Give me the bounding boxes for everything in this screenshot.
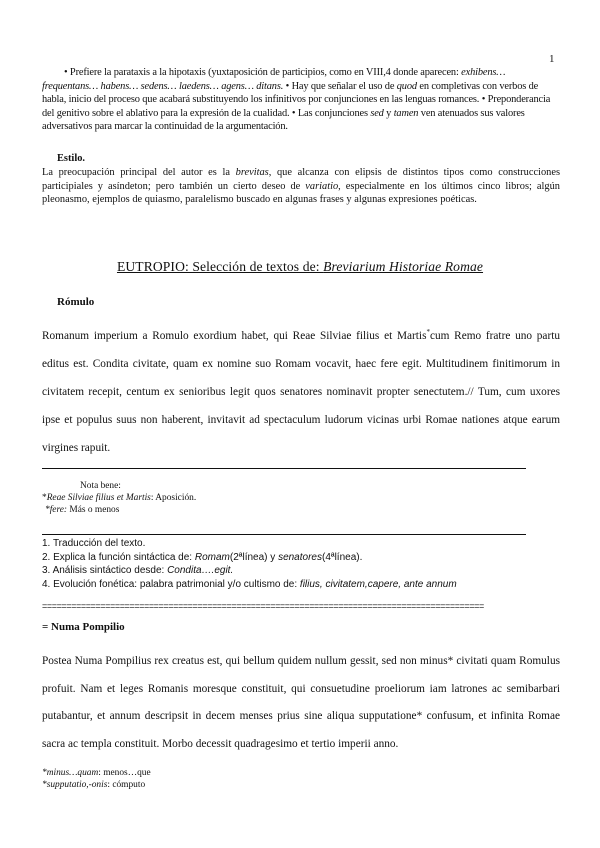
nota-bene [42,480,560,516]
estilo-paragraph: La preocupación principal del autor es la brevitas, que alcanza con elipsis de distintos tipos como construcciones participiales y asíndeton; pero también un cierto deseo de variatio, especialmente en los últimos cinco libros; algún pleonasmo, ejemplos de quiasmo, paralelismo buscado en algunas frases y algunas expresiones poéticas. [42,167,560,206]
numa-latin-text: Postea Numa Pompilius rex creatus est, qui bellum quidem nullum gessit, sed non minus* civitati quam Romulus profuit. Nam et leges Romanis moresque constituit, qui consuetudine proeliorum iam latrones ac semibarbari putabantur, et annum descripsit in decem menses prius sine aliqua supputatione* confusum, et infinita Romae sacra ac templa constituit. Morbo decessit quadragesimo et tertio imperii anno. [42,655,560,750]
page-number: 1 [549,53,555,65]
divider-line [42,534,526,535]
estilo-heading: Estilo. [57,153,86,164]
question-item: 1. Traducción del texto. [42,538,146,549]
numa-notes [42,767,560,791]
note-item: *Reae Silviae filius et Martis: Aposición. [42,493,197,503]
question-item: 3. Análisis sintáctico desde: Condita….egit. [42,565,234,576]
section-title: EUTROPIO: Selección de textos de: Breviarium Historiae Romae [116,259,484,274]
question-item: 2. Explica la función sintáctica de: Romam(2ªlínea) y senatores(4ªlínea). [42,551,363,563]
note-item: *fere: Más o menos [45,505,120,515]
romulo-heading: Rómulo [57,296,95,308]
nota-bene-heading: Nota bene: [80,481,121,491]
numa-heading: = Numa Pompilio [42,621,125,633]
separator-line: =========================================================================================== [42,601,484,611]
note-item: *minus…quam: menos…que [42,768,151,778]
divider-line [42,468,526,469]
note-item: *supputatio,-onis: cómputo [42,780,146,790]
question-item: 4. Evolución fonética: palabra patrimonial y/o cultismo de: filius, civitatem,capere, ante annum [42,578,457,590]
intro-paragraph: • Prefiere la parataxis a la hipotaxis (yuxtaposición de participios, como en VIII,4 donde aparecen: exhibens… frequentans… habens… sedens… laedens… agens… ditans. • Hay que señalar el uso de quod en completivas con verbos de habla, inicio del proceso que acabará substituyendo los infinitivos por conjunciones en las lenguas romances. • Preponderancia del genitivo sobre el ablativo para la expresión de la cualidad. • Las conjunciones sed y tamen ven atenuados sus valores adversativos para marcar la continuidad de la argumentación. [42,67,551,133]
questions-list [42,537,560,591]
romulo-latin-text: Romanum imperium a Romulo exordium habet, qui Reae Silviae filius et Martis*cum Remo fratre uno partu editus est. Condita civitate, quam ex nomine suo Romam vocavit, haec fere egit. Multitudinem finitimorum in civitatem recepit, centum ex senioribus legit quos senatores nominavit propter senectutem.// Tum, cum uxores ipse et populus suus non haberent, invitavit ad spectaculum ludorum vicinas urbi Romae nationes atque earum virgines rapuit. [42,328,560,454]
